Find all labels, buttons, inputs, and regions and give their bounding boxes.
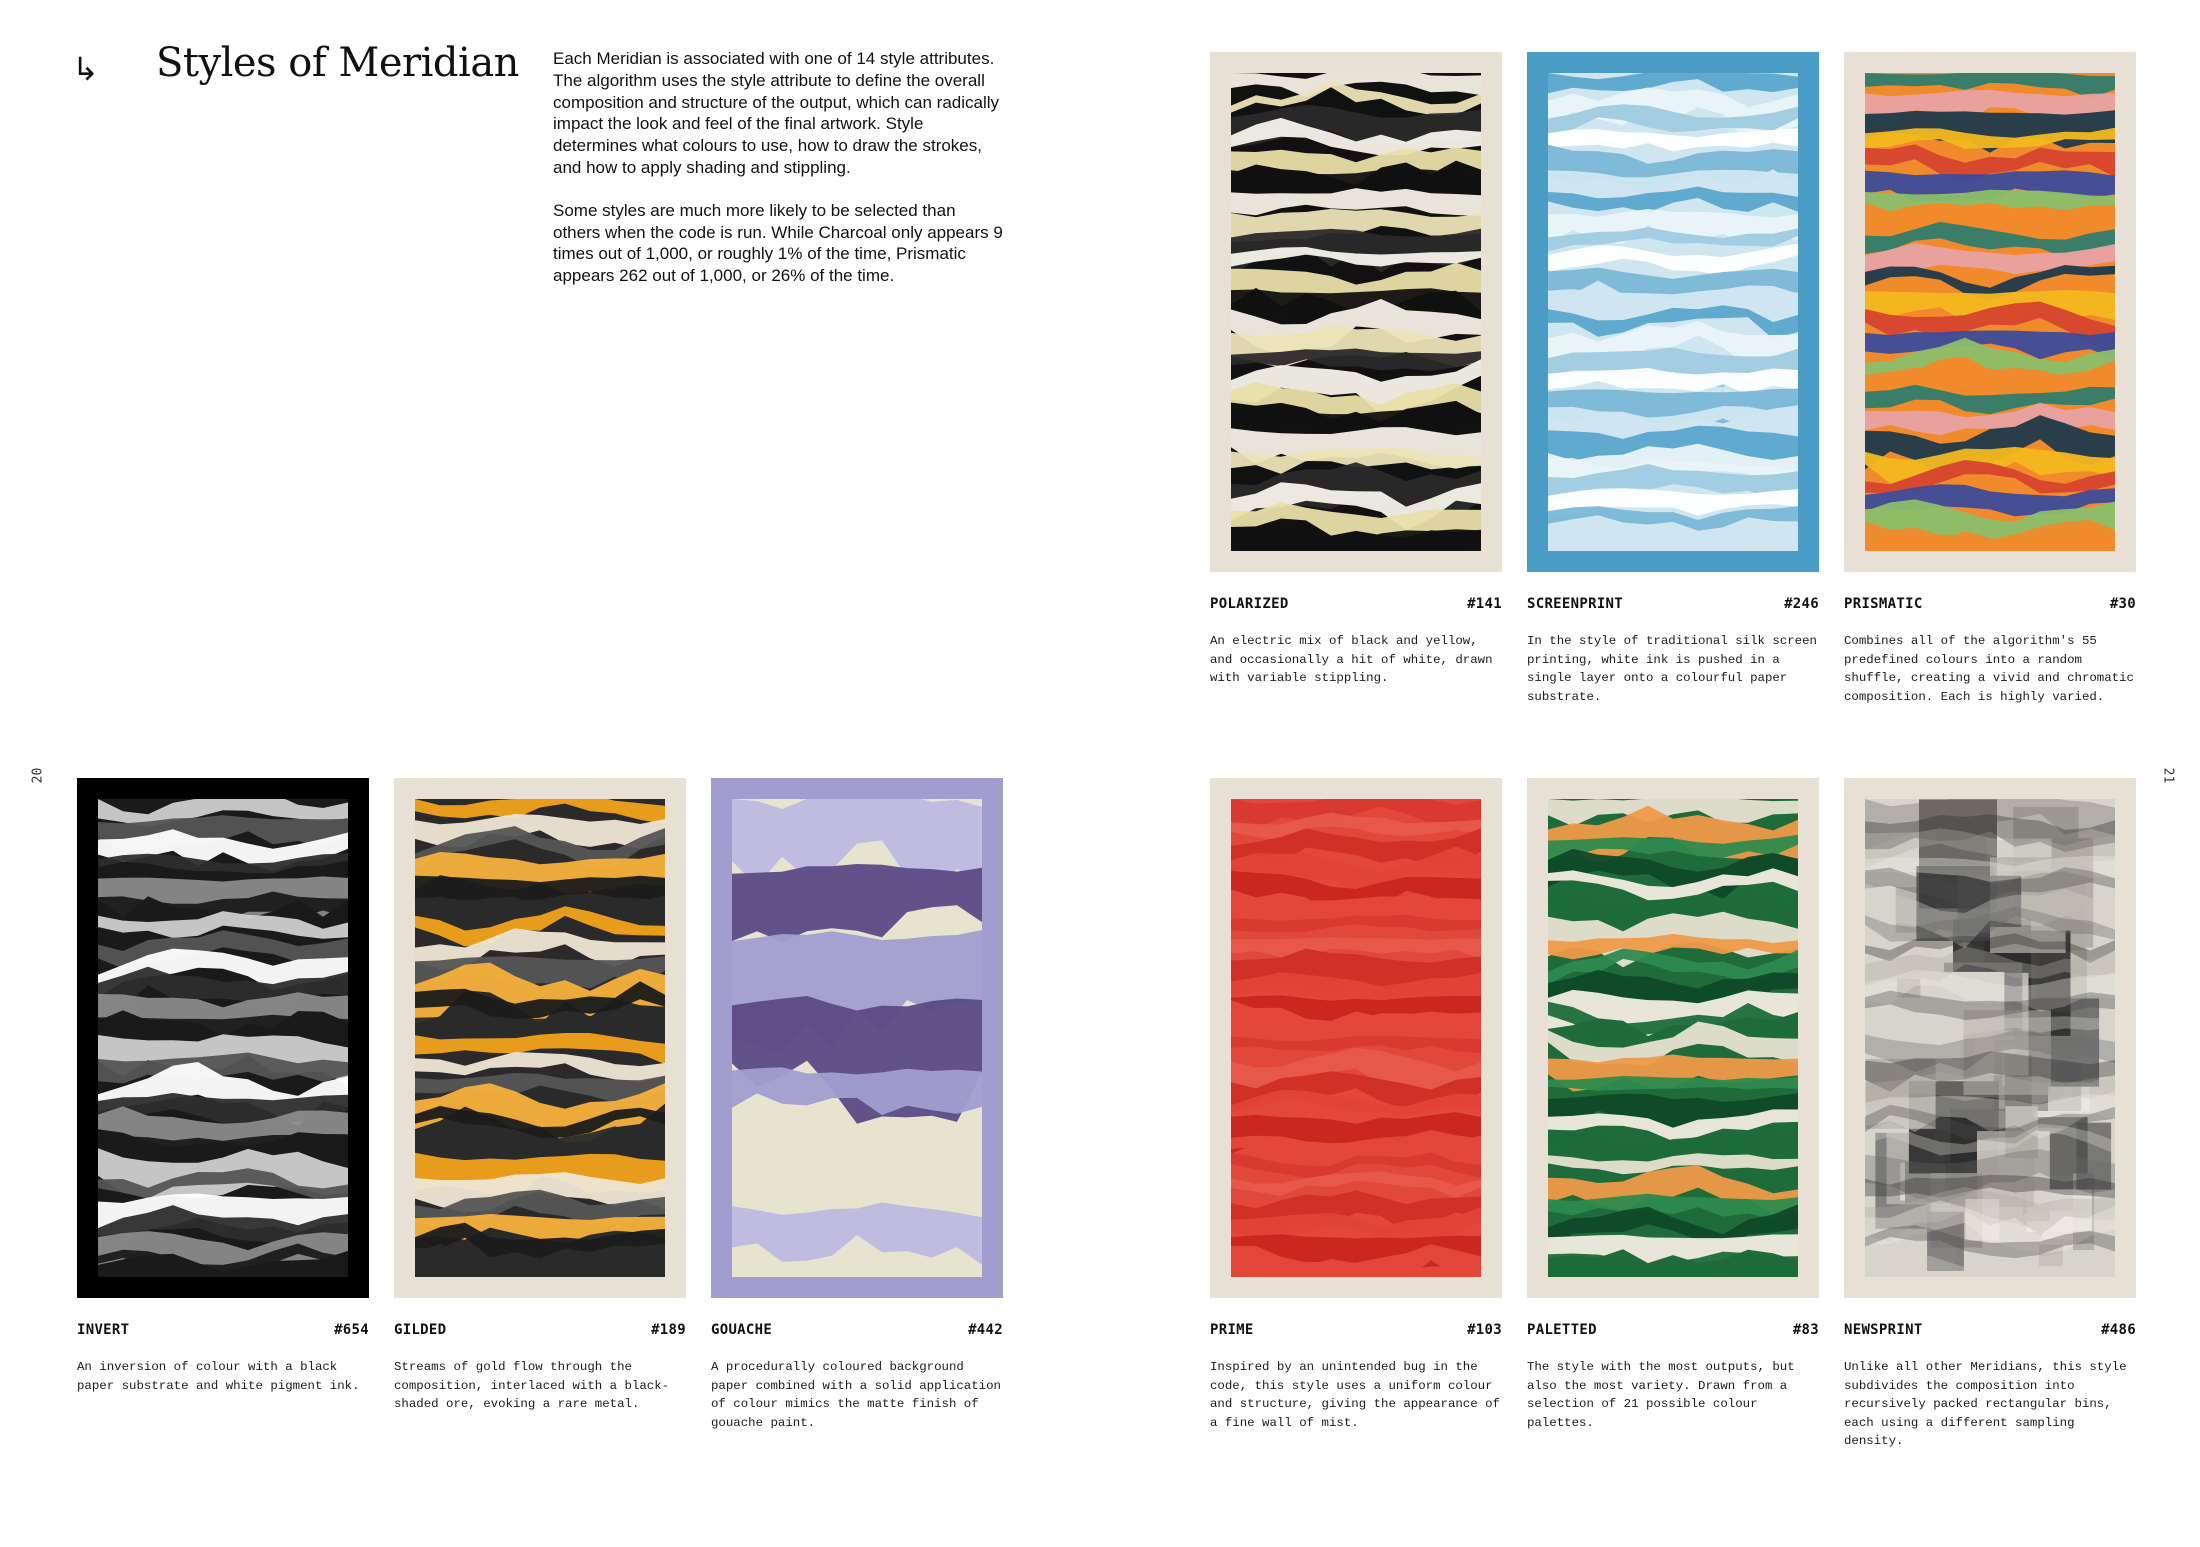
style-card-prismatic [1844,52,2136,706]
style-count: #141 [1467,596,1502,612]
style-card-polarized [1210,52,1502,688]
arrow-icon: ↳ [72,50,99,88]
style-description: Streams of gold flow through the composition, interlaced with a black-shaded ore, evoking a rare metal. [394,1360,670,1411]
artwork-screenprint [1527,52,1819,572]
style-card-newsprint [1844,778,2136,1451]
style-name: INVERT [77,1322,130,1338]
style-description: Inspired by an unintended bug in the code, this style uses a uniform colour and structure, giving the appearance of a fine wall of mist. [1210,1360,1500,1430]
style-name: POLARIZED [1210,596,1289,612]
style-count: #654 [334,1322,369,1338]
style-name: GILDED [394,1322,447,1338]
style-count: #246 [1784,596,1819,612]
style-count: #442 [968,1322,1003,1338]
style-count: #189 [651,1322,686,1338]
page-number-left: 20 [30,767,46,784]
style-description: Combines all of the algorithm's 55 predefined colours into a random shuffle, creating a vivid and chromatic composition. Each is highly varied. [1844,634,2134,704]
style-card-prime [1210,778,1502,1432]
style-description: In the style of traditional silk screen printing, white ink is pushed in a single layer onto a colourful paper substrate. [1527,634,1817,704]
style-description: An electric mix of black and yellow, and occasionally a hit of white, drawn with variable stippling. [1210,634,1493,685]
artwork-invert [77,778,369,1298]
style-description: An inversion of colour with a black paper substrate and white pigment ink. [77,1360,360,1393]
style-name: PRISMATIC [1844,596,1923,612]
artwork-newsprint [1844,778,2136,1298]
style-card-screenprint [1527,52,1819,706]
style-name: PRIME [1210,1322,1254,1338]
artwork-paletted [1527,778,1819,1298]
artwork-polarized [1210,52,1502,572]
intro-paragraph: Some styles are much more likely to be selected than others when the code is run. While Charcoal only appears 9 times out of 1,000, or roughly 1% of the time, Prismatic appears 262 out of 1,000, or 26% of the time. [553,200,1003,286]
style-description: A procedurally coloured background paper combined with a solid application of colour mimics the matte finish of gouache paint. [711,1360,1001,1430]
style-card-paletted [1527,778,1819,1432]
style-name: GOUACHE [711,1322,773,1338]
artwork-gilded [394,778,686,1298]
intro-paragraph: Each Meridian is associated with one of 14 style attributes. The algorithm uses the style attribute to define the overall composition and structure of the output, which can radically impact the look and feel of the final artwork. Style determines what colours to use, how to draw the strokes, and how to apply shading and stippling. [553,49,1000,177]
intro-text [553,48,1003,308]
artwork-prime [1210,778,1502,1298]
style-card-gouache [711,778,1003,1432]
artwork-gouache [711,778,1003,1298]
style-count: #103 [1467,1322,1502,1338]
style-description: Unlike all other Meridians, this style subdivides the composition into recursively packed rectangular bins, each using a different sampling density. [1844,1360,2127,1448]
style-count: #83 [1792,1322,1819,1338]
style-count: #30 [2109,596,2136,612]
style-description: The style with the most outputs, but also the most variety. Drawn from a selection of 21 possible colour palettes. [1527,1360,1795,1430]
page-number-right: 21 [2160,767,2176,784]
style-card-gilded [394,778,686,1414]
page-title: Styles of Meridian [156,40,519,86]
style-name: PALETTED [1527,1322,1597,1338]
style-name: SCREENPRINT [1527,596,1624,612]
style-count: #486 [2101,1322,2136,1338]
artwork-prismatic [1844,52,2136,572]
style-name: NEWSPRINT [1844,1322,1923,1338]
style-card-invert [77,778,369,1395]
